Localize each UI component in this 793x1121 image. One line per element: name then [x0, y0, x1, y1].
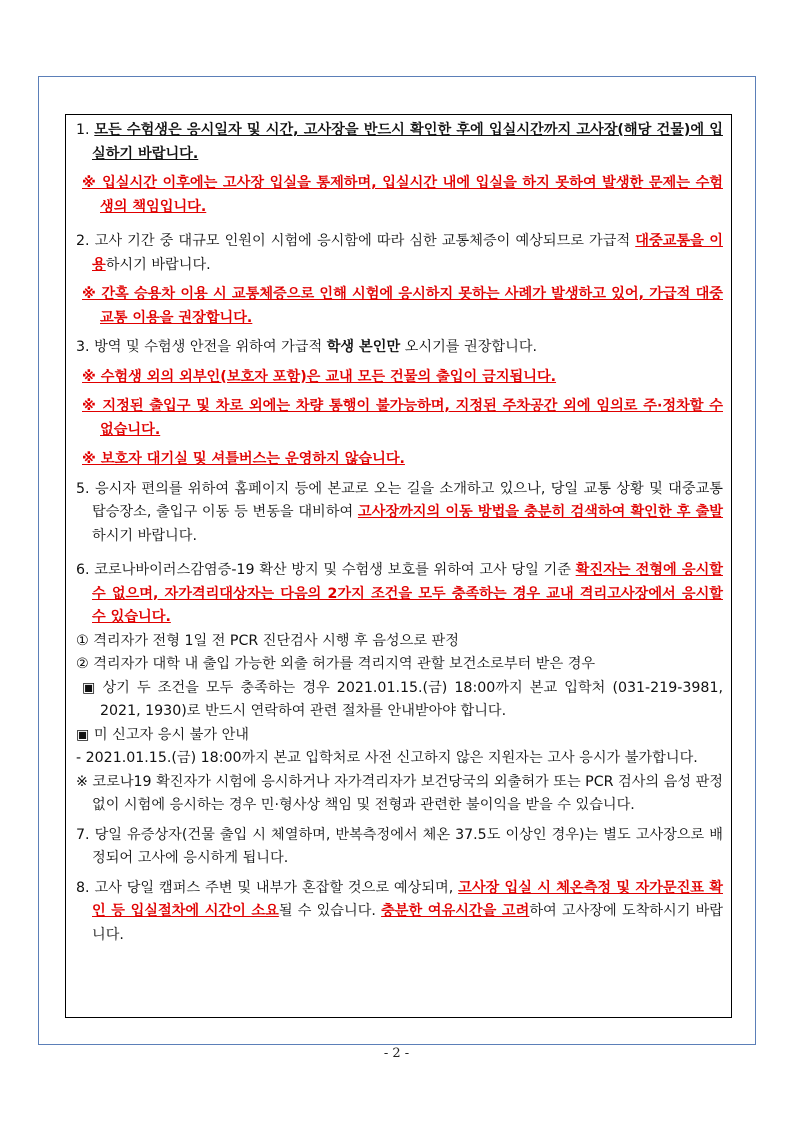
item-2-text-b: 하시기 바랍니다.: [105, 256, 211, 273]
item-1-text: 모든 수험생은 응시일자 및 시간, 고사장을 반드시 확인한 후에 입실시간까지 고사장(해당 건물)에 입실하기 바랍니다.: [92, 122, 723, 162]
item-7-number: 7.: [76, 826, 90, 843]
item-3-note-3: [76, 448, 723, 472]
item-8-text-highlight-1: 고사장 입실 시 체온측정 및 자가문진표 확인 등 입실절차에 시간이 소요: [92, 879, 723, 919]
notice-box: [65, 114, 732, 1018]
item-6-condition-2: ② 격리자가 대학 내 출입 가능한 외출 허가를 격리지역 관할 보건소로부터 받은 경우: [76, 656, 596, 672]
item-3-note-1: [76, 366, 723, 390]
item-8-text-c: 하여 고사장에 도착하시기 바랍니다.: [92, 903, 723, 943]
item-3: [76, 336, 723, 360]
item-8: [76, 877, 723, 948]
item-1-note-text: ※ 입실시간 이후에는 고사장 입실을 통제하며, 입실시간 내에 입실을 하지 못하여 발생한 문제는 수험생의 책임입니다.: [82, 175, 723, 215]
item-2-note: [76, 283, 723, 330]
item-5-text-b: 하시기 바랍니다.: [92, 527, 197, 544]
item-3-text-b: 오시기를 권장합니다.: [400, 339, 538, 355]
item-6-warning: ※ 코로나19 확진자가 시험에 응시하거나 자가격리자가 보건당국의 외출허가 또는 PCR 검사의 음성 판정 없이 시험에 응시하는 경우 민·형사상 책임 및 전형과 관련한 불이익을 받을 수 있습니다.: [76, 773, 723, 813]
item-3-note-2: [76, 395, 723, 442]
item-8-text-highlight-2: 충분한 여유시간을 고려: [381, 903, 530, 919]
page-number: - 2 -: [383, 1046, 410, 1061]
item-1-note: [76, 172, 723, 219]
item-5-text-highlight: 고사장까지의 이동 방법을 충분히 검색하여 확인한 후 출발: [357, 504, 724, 520]
item-5-text-a: 응시자 편의를 위하여 홈페이지 등에 본교로 오는 길을 소개하고 있으나, 당일 교통 상황 및 대중교통 탑승장소, 출입구 이동 등 변동을 대비하여: [92, 480, 723, 520]
item-3-number: 3.: [76, 339, 90, 355]
item-3-note-2-text: ※ 지정된 출입구 및 차로 외에는 차량 통행이 불가능하며, 지정된 주차공간 외에 임의로 주·정차할 수 없습니다.: [82, 398, 723, 438]
item-2-text-highlight: 대중교통을 이용: [92, 233, 723, 273]
item-6-text-a: 코로나바이러스감염증-19 확산 방지 및 수험생 보호를 위하여 고사 당일 기준: [94, 562, 576, 578]
item-2-text-a: 고사 기간 중 대규모 인원이 시험에 응시함에 따라 심한 교통체증이 예상되므로 가급적: [94, 233, 636, 249]
item-5: [76, 478, 723, 549]
item-8-number: 8.: [76, 879, 90, 896]
item-2-number: 2.: [76, 233, 90, 249]
item-3-note-3-text: ※ 보호자 대기실 및 셔틀버스는 운영하지 않습니다.: [82, 451, 405, 467]
item-3-note-1-text: ※ 수험생 외의 외부인(보호자 포함)은 교내 모든 건물의 출입이 금지됩니다.: [82, 368, 557, 385]
item-7-text: 당일 유증상자(건물 출입 시 체열하며, 반복측정에서 체온 37.5도 이상인 경우)는 별도 고사장으로 배정되어 고사에 응시하게 됩니다.: [92, 826, 723, 866]
item-6-unreported-title: ▣ 미 신고자 응시 불가 안내: [76, 726, 250, 743]
item-1: [76, 119, 723, 166]
item-6-number: 6.: [76, 562, 90, 578]
item-6-contact: ▣ 상기 두 조건을 모두 충족하는 경우 2021.01.15.(금) 18:00까지 본교 입학처 (031-219-3981, 2021, 1930)로 반드시 연락하여 관련 절차를 안내받아야 합니다.: [82, 679, 723, 719]
item-6: [76, 559, 723, 630]
item-6-text-highlight: 확진자는 전형에 응시할 수 없으며, 자가격리대상자는 다음의 2가지 조건을 모두 충족하는 경우 교내 격리고사장에서 응시할 수 있습니다.: [92, 562, 723, 625]
item-5-number: 5.: [76, 480, 90, 497]
item-3-text-bold: 학생 본인만: [326, 339, 401, 355]
item-7: [76, 824, 723, 871]
item-6-unreported-text: - 2021.01.15.(금) 18:00까지 본교 입학처로 사전 신고하지 않은 지원자는 고사 응시가 불가합니다.: [76, 750, 698, 766]
item-6-condition-1: ① 격리자가 전형 1일 전 PCR 진단검사 시행 후 음성으로 판정: [76, 632, 459, 649]
item-2: [76, 230, 723, 277]
item-8-text-b: 될 수 있습니다.: [278, 903, 382, 919]
item-2-note-text: ※ 간혹 승용차 이용 시 교통체증으로 인해 시험에 응시하지 못하는 사례가 발생하고 있어, 가급적 대중교통 이용을 권장합니다.: [82, 286, 723, 326]
item-1-number: 1.: [76, 122, 90, 138]
item-3-text-a: 방역 및 수험생 안전을 위하여 가급적: [94, 339, 327, 355]
item-8-text-a: 고사 당일 캠퍼스 주변 및 내부가 혼잡할 것으로 예상되며,: [94, 879, 459, 896]
